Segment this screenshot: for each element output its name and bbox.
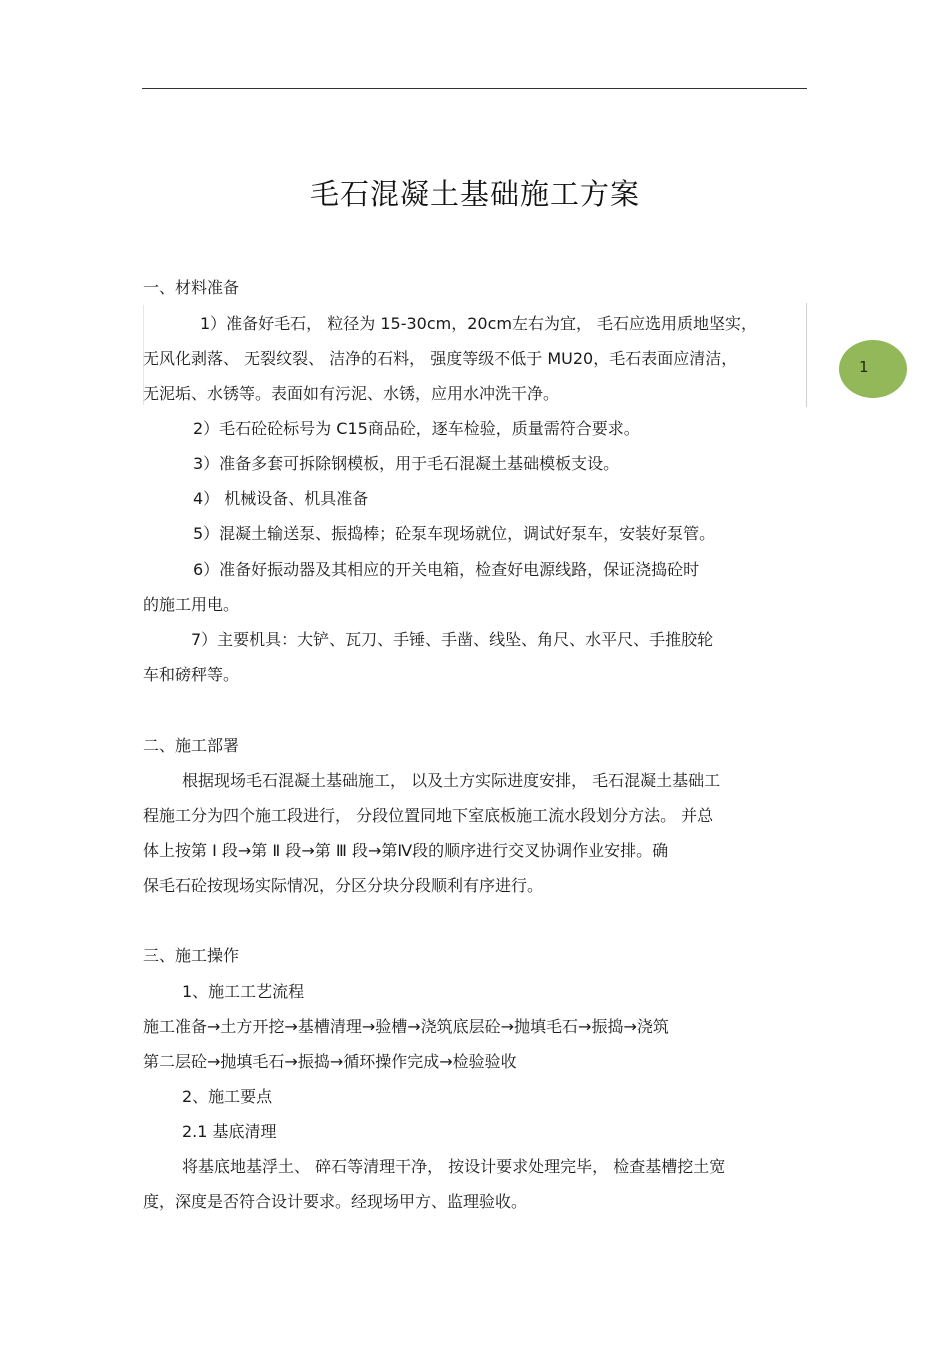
paragraph-line: 的施工用电。 <box>143 595 240 614</box>
paragraph-line: 根据现场毛石混凝土基础施工， 以及土方实际进度安排， 毛石混凝土基础工 <box>182 771 721 790</box>
subsection-heading: 2.1 基底清理 <box>182 1122 277 1141</box>
page-title: 毛石混凝土基础施工方案 <box>309 177 640 211</box>
paragraph-line: 无泥垢、水锈等。表面如有污泥、水锈，应用水冲洗干净。 <box>143 384 560 403</box>
page-number-badge <box>839 340 907 398</box>
paragraph-line: 3）准备多套可拆除钢模板，用于毛石混凝土基础模板支设。 <box>193 454 620 473</box>
subsection-heading: 2、施工要点 <box>182 1087 273 1106</box>
section-heading: 一、材料准备 <box>143 278 240 297</box>
section-heading: 三、施工操作 <box>143 946 240 965</box>
paragraph-line: 程施工分为四个施工段进行， 分段位置同地下室底板施工流水段划分方法。 并总 <box>143 806 714 825</box>
paragraph-line: 施工准备→土方开挖→基槽清理→验槽→浇筑底层砼→抛填毛石→振捣→浇筑 <box>143 1017 669 1036</box>
paragraph-line: 4） 机械设备、机具准备 <box>193 489 369 508</box>
paragraph-line: 7）主要机具：大铲、瓦刀、手锤、手凿、线坠、角尺、水平尺、手推胶轮 <box>191 630 714 649</box>
paragraph-line: 保毛石砼按现场实际情况，分区分块分段顺利有序进行。 <box>143 876 544 895</box>
paragraph-line: 车和磅秤等。 <box>143 665 240 684</box>
page-number: 1 <box>859 358 869 376</box>
paragraph-line: 体上按第 Ⅰ 段→第 Ⅱ 段→第 Ⅲ 段→第Ⅳ段的顺序进行交叉协调作业安排。确 <box>143 841 669 860</box>
section-heading: 二、施工部署 <box>143 736 240 755</box>
paragraph-line: 无风化剥落、 无裂纹裂、 洁净的石料， 强度等级不低于 MU20，毛石表面应清洁， <box>143 349 738 368</box>
paragraph-line: 5）混凝土输送泵、振捣棒；砼泵车现场就位，调试好泵车，安装好泵管。 <box>193 524 716 543</box>
paragraph-line: 6）准备好振动器及其相应的开关电箱，检查好电源线路，保证浇捣砼时 <box>193 560 700 579</box>
subsection-heading: 1、施工工艺流程 <box>182 982 305 1001</box>
paragraph-line: 1）准备好毛石， 粒径为 15-30cm，20cm左右为宜， 毛石应选用质地坚实， <box>200 314 758 333</box>
scan-edge-right <box>806 303 807 407</box>
paragraph-line: 2）毛石砼砼标号为 C15商品砼，逐车检验，质量需符合要求。 <box>193 419 640 438</box>
top-rule <box>142 88 807 89</box>
paragraph-line: 将基底地基浮土、 碎石等清理干净， 按设计要求处理完毕， 检查基槽挖土宽 <box>182 1157 726 1176</box>
paragraph-line: 第二层砼→抛填毛石→振捣→循环操作完成→检验验收 <box>143 1052 517 1071</box>
paragraph-line: 度，深度是否符合设计要求。经现场甲方、监理验收。 <box>143 1192 528 1211</box>
